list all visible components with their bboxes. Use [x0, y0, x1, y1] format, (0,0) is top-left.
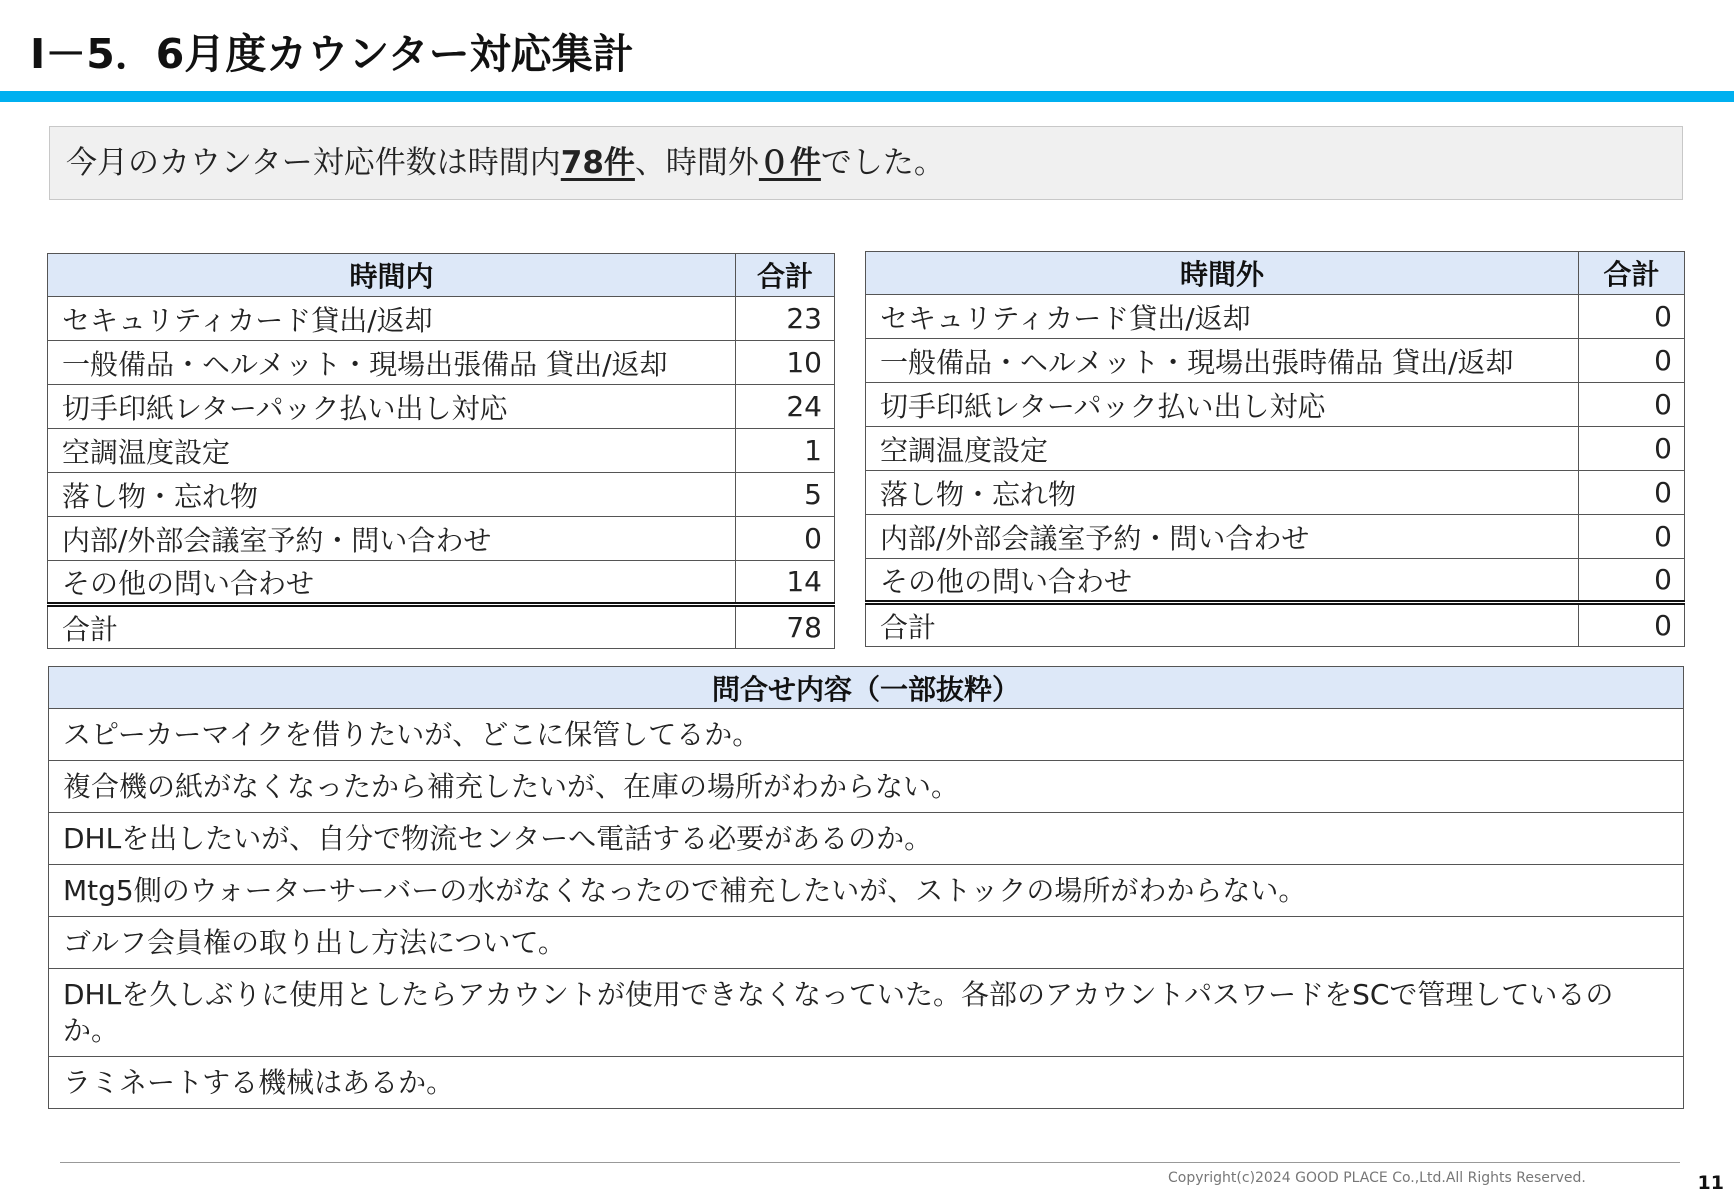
row-label: 切手印紙レターパック払い出し対応: [48, 385, 736, 429]
row-value: 5: [736, 473, 835, 517]
summary-middle: 、時間外: [634, 145, 759, 181]
row-value: 0: [1579, 339, 1685, 383]
list-item: [49, 761, 1684, 813]
table-row: [48, 429, 835, 473]
row-label: 落し物・忘れ物: [866, 471, 1579, 515]
footer-divider: [60, 1162, 1680, 1163]
list-item: [49, 813, 1684, 865]
table-row: [866, 559, 1685, 603]
table-row: [48, 341, 835, 385]
outside-total-header: 合計: [1579, 252, 1685, 295]
table-row: [866, 471, 1685, 515]
row-label: 空調温度設定: [866, 427, 1579, 471]
list-item: [49, 709, 1684, 761]
list-item: [49, 917, 1684, 969]
summary-prefix: 今月のカウンター対応件数は時間内: [66, 145, 561, 181]
inside-total-header: 合計: [736, 254, 835, 297]
row-value: 23: [736, 297, 835, 341]
row-value: 0: [1579, 383, 1685, 427]
table-row: [866, 427, 1685, 471]
row-label: セキュリティカード貸出/返却: [866, 295, 1579, 339]
inside-hours-table: [47, 253, 835, 649]
inquiry-text: 複合機の紙がなくなったから補充したいが、在庫の場所がわからない。: [49, 761, 1684, 813]
summary-suffix: でした。: [820, 145, 945, 181]
total-value: 0: [1579, 603, 1685, 647]
table-row: [48, 385, 835, 429]
row-label: 一般備品・ヘルメット・現場出張備品 貸出/返却: [48, 341, 736, 385]
row-label: 落し物・忘れ物: [48, 473, 736, 517]
row-value: 0: [1579, 427, 1685, 471]
row-value: 10: [736, 341, 835, 385]
total-label: 合計: [866, 603, 1579, 647]
row-label: セキュリティカード貸出/返却: [48, 297, 736, 341]
table-row: [866, 339, 1685, 383]
copyright-text: Copyright(c)2024 GOOD PLACE Co.,Ltd.All Rights Reserved.: [1168, 1170, 1586, 1186]
row-label: その他の問い合わせ: [866, 559, 1579, 603]
page-number: 11: [1697, 1172, 1724, 1194]
inquiry-text: DHLを久しぶりに使用としたらアカウントが使用できなくなっていた。各部のアカウントパスワードをSCで管理しているのか。: [49, 969, 1684, 1057]
total-label: 合計: [48, 605, 736, 649]
table-row: [48, 297, 835, 341]
outside-hours-table: [865, 251, 1685, 647]
row-value: 14: [736, 561, 835, 605]
row-value: 24: [736, 385, 835, 429]
row-label: 切手印紙レターパック払い出し対応: [866, 383, 1579, 427]
row-value: 0: [736, 517, 835, 561]
row-value: 0: [1579, 295, 1685, 339]
inquiry-table: [48, 666, 1684, 1109]
total-value: 78: [736, 605, 835, 649]
inside-header: 時間内: [48, 254, 736, 297]
inquiry-text: ゴルフ会員権の取り出し方法について。: [49, 917, 1684, 969]
list-item: [49, 1057, 1684, 1109]
page-title: Ⅰ－5．6月度カウンター対応集計: [30, 30, 634, 78]
summary-outside-count: ０件: [758, 145, 821, 181]
row-label: 内部/外部会議室予約・問い合わせ: [866, 515, 1579, 559]
row-label: 空調温度設定: [48, 429, 736, 473]
table-row: [48, 561, 835, 605]
row-value: 0: [1579, 559, 1685, 603]
total-row: [48, 605, 835, 649]
inquiry-text: DHLを出したいが、自分で物流センターへ電話する必要があるのか。: [49, 813, 1684, 865]
row-label: 一般備品・ヘルメット・現場出張時備品 貸出/返却: [866, 339, 1579, 383]
table-row: [866, 295, 1685, 339]
inquiry-text: Mtg5側のウォーターサーバーの水がなくなったので補充したいが、ストックの場所がわからない。: [49, 865, 1684, 917]
total-row: [866, 603, 1685, 647]
row-value: 0: [1579, 471, 1685, 515]
row-label: 内部/外部会議室予約・問い合わせ: [48, 517, 736, 561]
row-value: 0: [1579, 515, 1685, 559]
table-row: [48, 517, 835, 561]
list-item: [49, 865, 1684, 917]
inquiry-text: スピーカーマイクを借りたいが、どこに保管してるか。: [49, 709, 1684, 761]
table-row: [48, 473, 835, 517]
summary-box: [49, 126, 1683, 200]
list-item: [49, 969, 1684, 1057]
inquiry-text: ラミネートする機械はあるか。: [49, 1057, 1684, 1109]
outside-header: 時間外: [866, 252, 1579, 295]
summary-inside-count: 78件: [560, 145, 635, 181]
title-accent-bar: [0, 91, 1734, 102]
row-label: その他の問い合わせ: [48, 561, 736, 605]
row-value: 1: [736, 429, 835, 473]
inquiry-header: 問合せ内容（一部抜粋）: [49, 667, 1684, 709]
table-row: [866, 383, 1685, 427]
table-row: [866, 515, 1685, 559]
